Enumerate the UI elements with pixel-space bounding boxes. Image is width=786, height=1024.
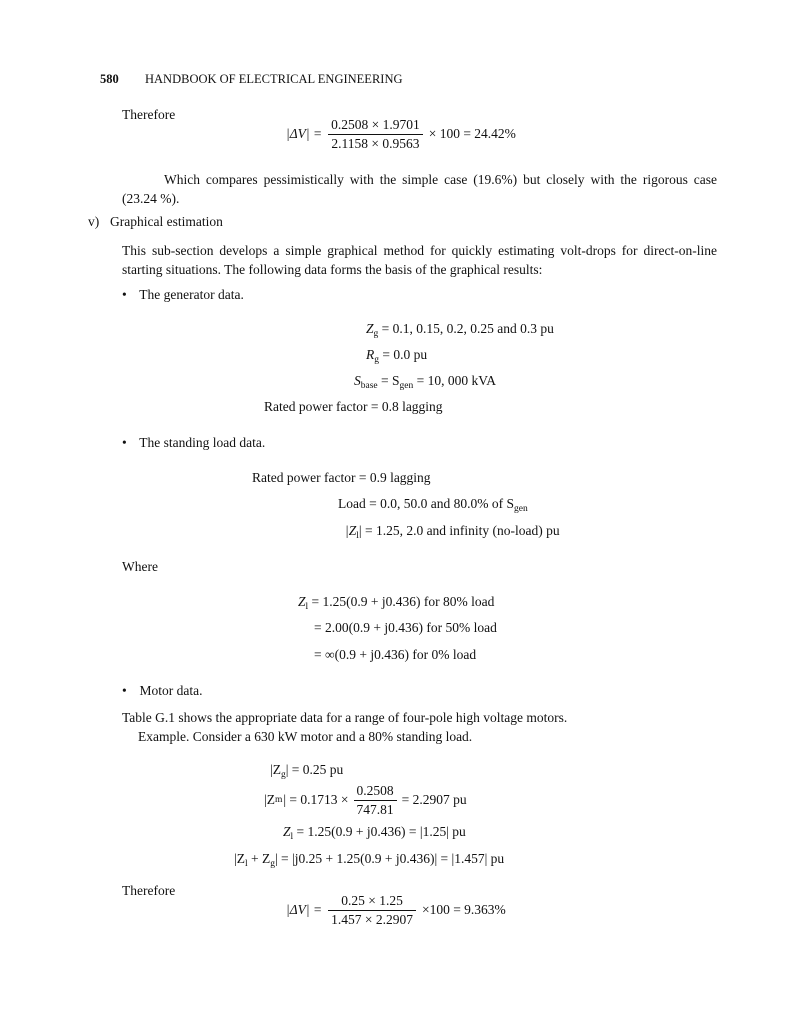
zm-numerator: 0.2508 bbox=[354, 784, 397, 801]
eq1-lhs: |ΔV| = bbox=[286, 126, 323, 142]
therefore-label-2: Therefore bbox=[122, 883, 176, 898]
gen-eq-pf: Rated power factor = 0.8 lagging bbox=[264, 399, 443, 414]
eqf-numerator: 0.25 × 1.25 bbox=[328, 894, 416, 911]
zl-eq-row3: = ∞(0.9 + j0.436) for 0% load bbox=[314, 647, 477, 662]
load-eq-load: Load = 0.0, 50.0 and 80.0% of $S_{gen}$ bbox=[338, 496, 528, 514]
example-eq-zm: |Z m | = 0.1713 × $\frac{0.2508}{747.81}$ = 2.2907 pu bbox=[264, 783, 467, 817]
load-eq-zl: $|Z_l| = 1.25$, 2.0 and infinity (no-load) pu bbox=[345, 523, 560, 541]
eqf-denominator: 1.457 × 2.2907 bbox=[331, 911, 413, 927]
section-title: Graphical estimation bbox=[110, 214, 223, 229]
zm-denominator: 747.81 bbox=[356, 801, 394, 817]
therefore-label-1: Therefore bbox=[122, 107, 176, 122]
example-eq-sum: $|Z_l + Z_g| = |j0.25 + 1.25(0.9 + j0.436)| = |1.457|$ pu bbox=[234, 851, 505, 869]
gen-eq-zg: $Z_g = 0.1$, 0.15, 0.2, 0.25 and 0.3 pu bbox=[366, 321, 554, 339]
bullet-generator: • The generator data. bbox=[122, 287, 244, 302]
section-heading bbox=[88, 215, 223, 229]
intro-paragraph: This sub-section develops a simple graphical method for quickly estimating volt-drops for direct-on-line starting situations. The following data forms the basis of the graphical results: bbox=[122, 243, 717, 277]
example-eq-zl: $Z_l = 1.25(0.9 + j0.436) = |1.25|$ pu bbox=[283, 824, 466, 842]
bullet-motor: • Motor data. bbox=[122, 683, 203, 698]
bullet-icon: • bbox=[122, 683, 127, 698]
page-number: 580 bbox=[100, 72, 119, 86]
volt-drop-equation-1 bbox=[286, 118, 516, 150]
example-paragraph: Example. Consider a 630 kW motor and a 80% standing load. bbox=[138, 729, 473, 744]
zm-fraction bbox=[354, 784, 397, 816]
load-eq-pf: Rated power factor = 0.9 lagging bbox=[252, 470, 431, 485]
eqf-fraction bbox=[328, 894, 416, 926]
eq1-rhs: × 100 = 24.42% bbox=[428, 126, 516, 142]
gen-eq-sbase: $S_{base} = S_{gen} = 10$, 000 kVA bbox=[354, 373, 496, 391]
bullet-icon: • bbox=[122, 287, 127, 302]
zl-eq-row2: = 2.00(0.9 + j0.436) for 50% load bbox=[314, 620, 497, 635]
where-label: Where bbox=[122, 559, 158, 574]
eqf-lhs: |ΔV| = bbox=[286, 902, 323, 918]
eqf-rhs: ×100 = 9.363% bbox=[421, 902, 506, 918]
eq1-numerator: 0.2508 × 1.9701 bbox=[328, 118, 423, 135]
running-header bbox=[100, 73, 403, 86]
bullet-standing-load: • The standing load data. bbox=[122, 435, 266, 450]
bullet-icon: • bbox=[122, 435, 127, 450]
zl-eq-row1: $Z_l = 1.25(0.9 + j0.436)$ for 80% load bbox=[298, 594, 495, 612]
gen-eq-rg: $R_g = 0.0$ pu bbox=[366, 347, 428, 365]
eq1-denominator: 2.1158 × 0.9563 bbox=[331, 135, 420, 151]
volt-drop-equation-final bbox=[286, 894, 506, 926]
running-title: HANDBOOK OF ELECTRICAL ENGINEERING bbox=[145, 72, 403, 86]
compare-paragraph: Which compares pessimistically with the simple case (19.6%) but closely with the rigorous case (23.24 %). bbox=[122, 172, 717, 206]
table-paragraph: Table G.1 shows the appropriate data for a range of four-pole high voltage motors. bbox=[122, 710, 568, 725]
section-marker: v) bbox=[88, 214, 100, 229]
eq1-fraction bbox=[328, 118, 423, 150]
example-eq-zg: $|Z_g| = 0.25$ pu bbox=[270, 762, 344, 780]
